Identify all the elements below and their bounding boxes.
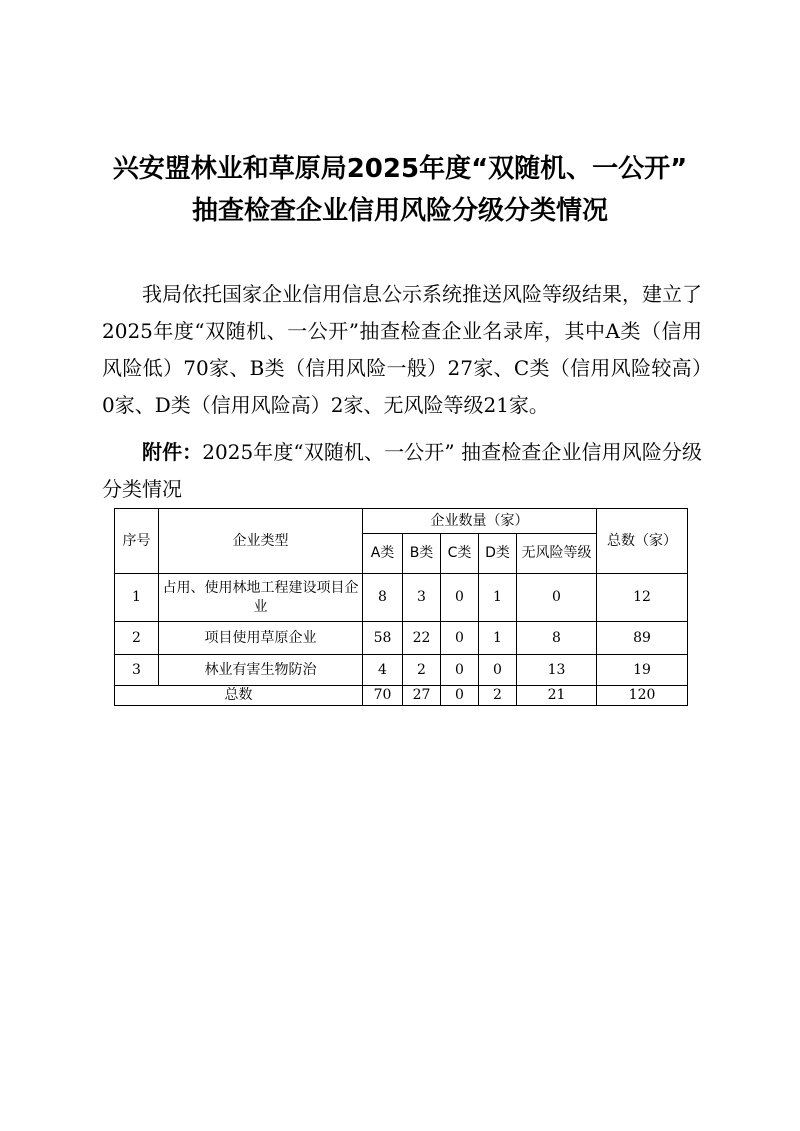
header-seq: 序号	[115, 509, 159, 574]
header-enterprise-type: 企业类型	[159, 509, 363, 574]
document-title-line-1: 兴安盟林业和草原局2025年度“双随机、一公开”	[112, 154, 688, 184]
document-title-line-2: 抽查检查企业信用风险分级分类情况	[191, 196, 608, 226]
row-seq: 3	[115, 655, 159, 686]
table-row	[115, 574, 688, 622]
summary-d: 2	[479, 686, 517, 706]
row-b: 3	[403, 574, 441, 622]
header-no-risk: 无风险等级	[517, 534, 597, 574]
attachment-text: 2025年度“双随机、一公开” 抽查检查企业信用风险分级分类情况	[102, 440, 702, 501]
table-row	[115, 655, 688, 686]
row-d: 1	[479, 574, 517, 622]
row-seq: 1	[115, 574, 159, 622]
row-b: 2	[403, 655, 441, 686]
row-type: 项目使用草原企业	[159, 622, 363, 655]
summary-a: 70	[363, 686, 403, 706]
row-d: 1	[479, 622, 517, 655]
table-header-row	[115, 509, 688, 534]
row-total: 89	[597, 622, 688, 655]
row-d: 0	[479, 655, 517, 686]
row-c: 0	[441, 622, 479, 655]
summary-b: 27	[403, 686, 441, 706]
header-class-b: B类	[403, 534, 441, 574]
summary-none: 21	[517, 686, 597, 706]
row-total: 12	[597, 574, 688, 622]
row-none: 0	[517, 574, 597, 622]
body-paragraph: 我局依托国家企业信用信息公示系统推送风险等级结果，建立了2025年度“双随机、一公开”抽查检查企业名录库，其中A类（信用风险低）70家、B类（信用风险一般）27家、C类（信用风险较高）0家、D类（信用风险高）2家、无风险等级21家。	[102, 282, 702, 417]
header-class-d: D类	[479, 534, 517, 574]
row-seq: 2	[115, 622, 159, 655]
row-a: 8	[363, 574, 403, 622]
table-summary-row	[115, 686, 688, 706]
risk-classification-table	[114, 508, 688, 706]
attachment-label: 附件：	[142, 440, 203, 464]
attachment-paragraph	[102, 434, 702, 508]
row-none: 13	[517, 655, 597, 686]
header-class-a: A类	[363, 534, 403, 574]
summary-label: 总数	[115, 686, 363, 706]
header-count-group: 企业数量（家）	[363, 509, 597, 534]
row-type: 林业有害生物防治	[159, 655, 363, 686]
row-none: 8	[517, 622, 597, 655]
row-c: 0	[441, 574, 479, 622]
row-a: 4	[363, 655, 403, 686]
summary-c: 0	[441, 686, 479, 706]
row-type: 占用、使用林地工程建设项目企业	[159, 574, 363, 622]
row-total: 19	[597, 655, 688, 686]
row-b: 22	[403, 622, 441, 655]
summary-total: 120	[597, 686, 688, 706]
row-c: 0	[441, 655, 479, 686]
table-row	[115, 622, 688, 655]
header-total: 总数（家）	[597, 509, 688, 574]
header-class-c: C类	[441, 534, 479, 574]
row-a: 58	[363, 622, 403, 655]
